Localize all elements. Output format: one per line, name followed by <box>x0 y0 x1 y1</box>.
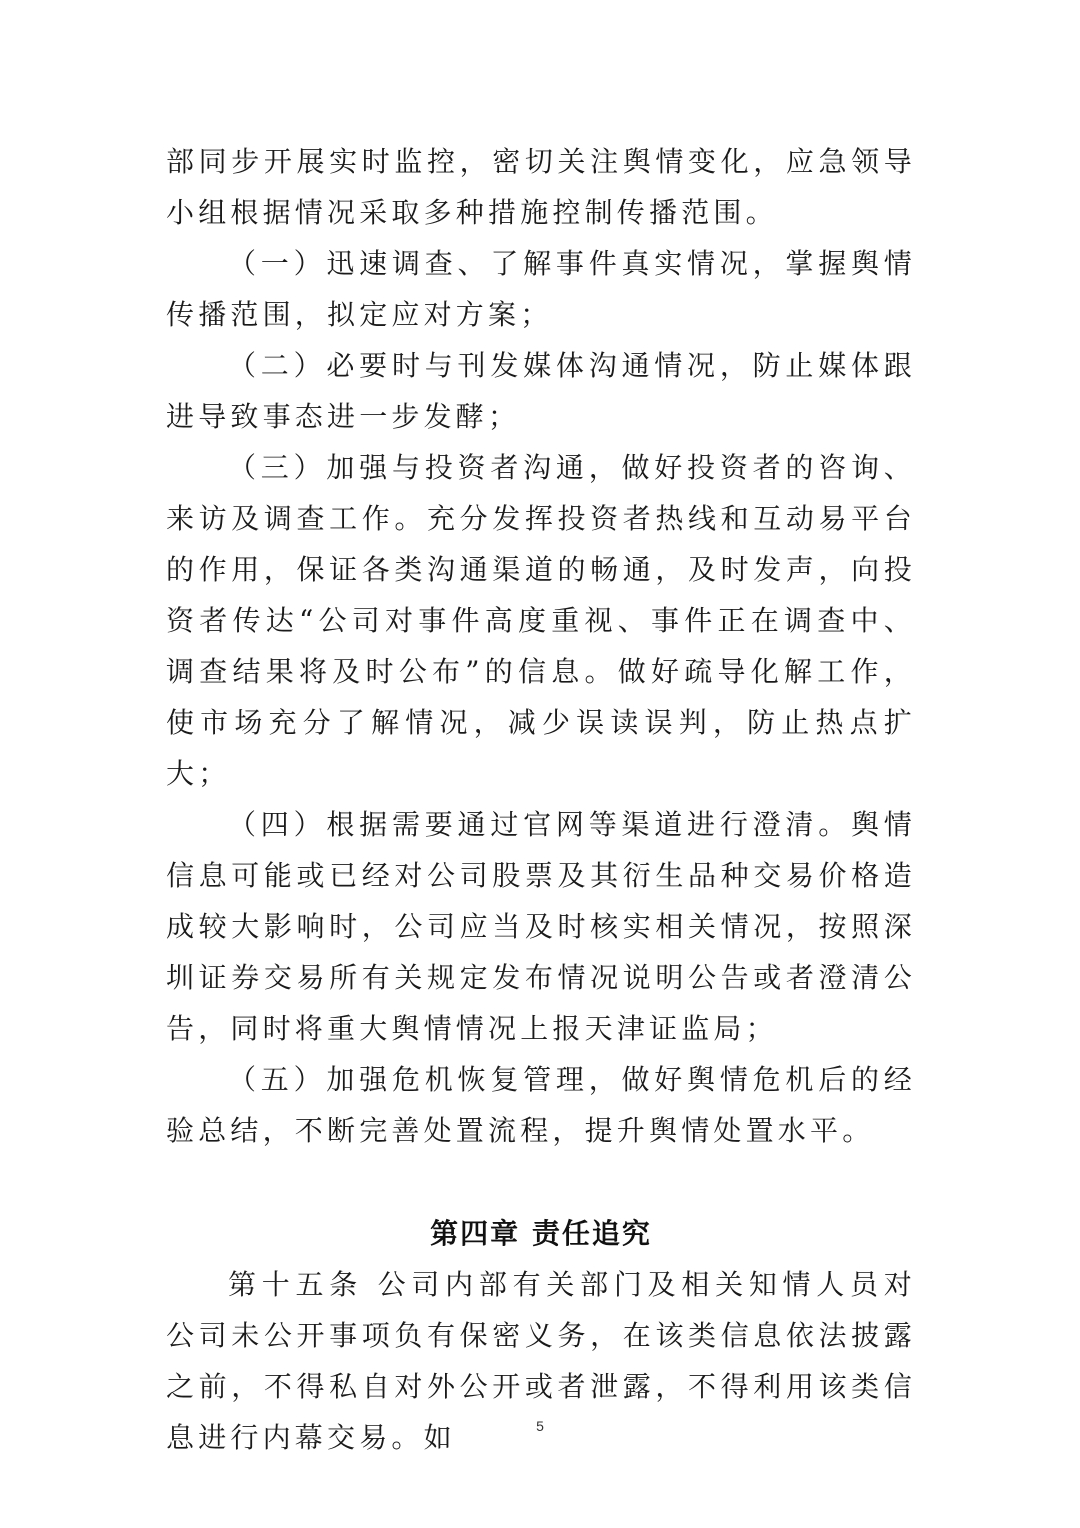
article-15: 第十五条 公司内部有关部门及相关知情人员对公司未公开事项负有保密义务，在该类信息依法披露之前，不得私自对外公开或者泄露，不得利用该类信息进行内幕交易。如 <box>166 1268 916 1454</box>
page-number: 5 <box>536 1418 544 1434</box>
paragraph-item-2: （二）必要时与刊发媒体沟通情况，防止媒体跟进导致事态进一步发酵； <box>166 349 916 433</box>
document-body <box>166 136 916 1463</box>
paragraph-item-4: （四）根据需要通过官网等渠道进行澄清。舆情信息可能或已经对公司股票及其衍生品种交易价格造成较大影响时，公司应当及时核实相关情况，按照深圳证券交易所有关规定发布情况说明公告或者澄清公告，同时将重大舆情情况上报天津证监局； <box>166 808 916 1045</box>
chapter-heading: 第四章 责任追究 <box>430 1217 652 1250</box>
paragraph-continuation: 部同步开展实时监控，密切关注舆情变化，应急领导小组根据情况采取多种措施控制传播范围。 <box>166 145 916 229</box>
paragraph-item-3: （三）加强与投资者沟通，做好投资者的咨询、来访及调查工作。充分发挥投资者热线和互动易平台的作用，保证各类沟通渠道的畅通，及时发声，向投资者传达“公司对事件高度重视、事件正在调查中、调查结果将及时公布”的信息。做好疏导化解工作，使市场充分了解情况，减少误读误判，防止热点扩大； <box>166 451 916 790</box>
paragraph-item-1: （一）迅速调查、了解事件真实情况，掌握舆情传播范围，拟定应对方案； <box>166 247 916 331</box>
paragraph-item-5: （五）加强危机恢复管理，做好舆情危机后的经验总结，不断完善处置流程，提升舆情处置水平。 <box>166 1063 916 1147</box>
